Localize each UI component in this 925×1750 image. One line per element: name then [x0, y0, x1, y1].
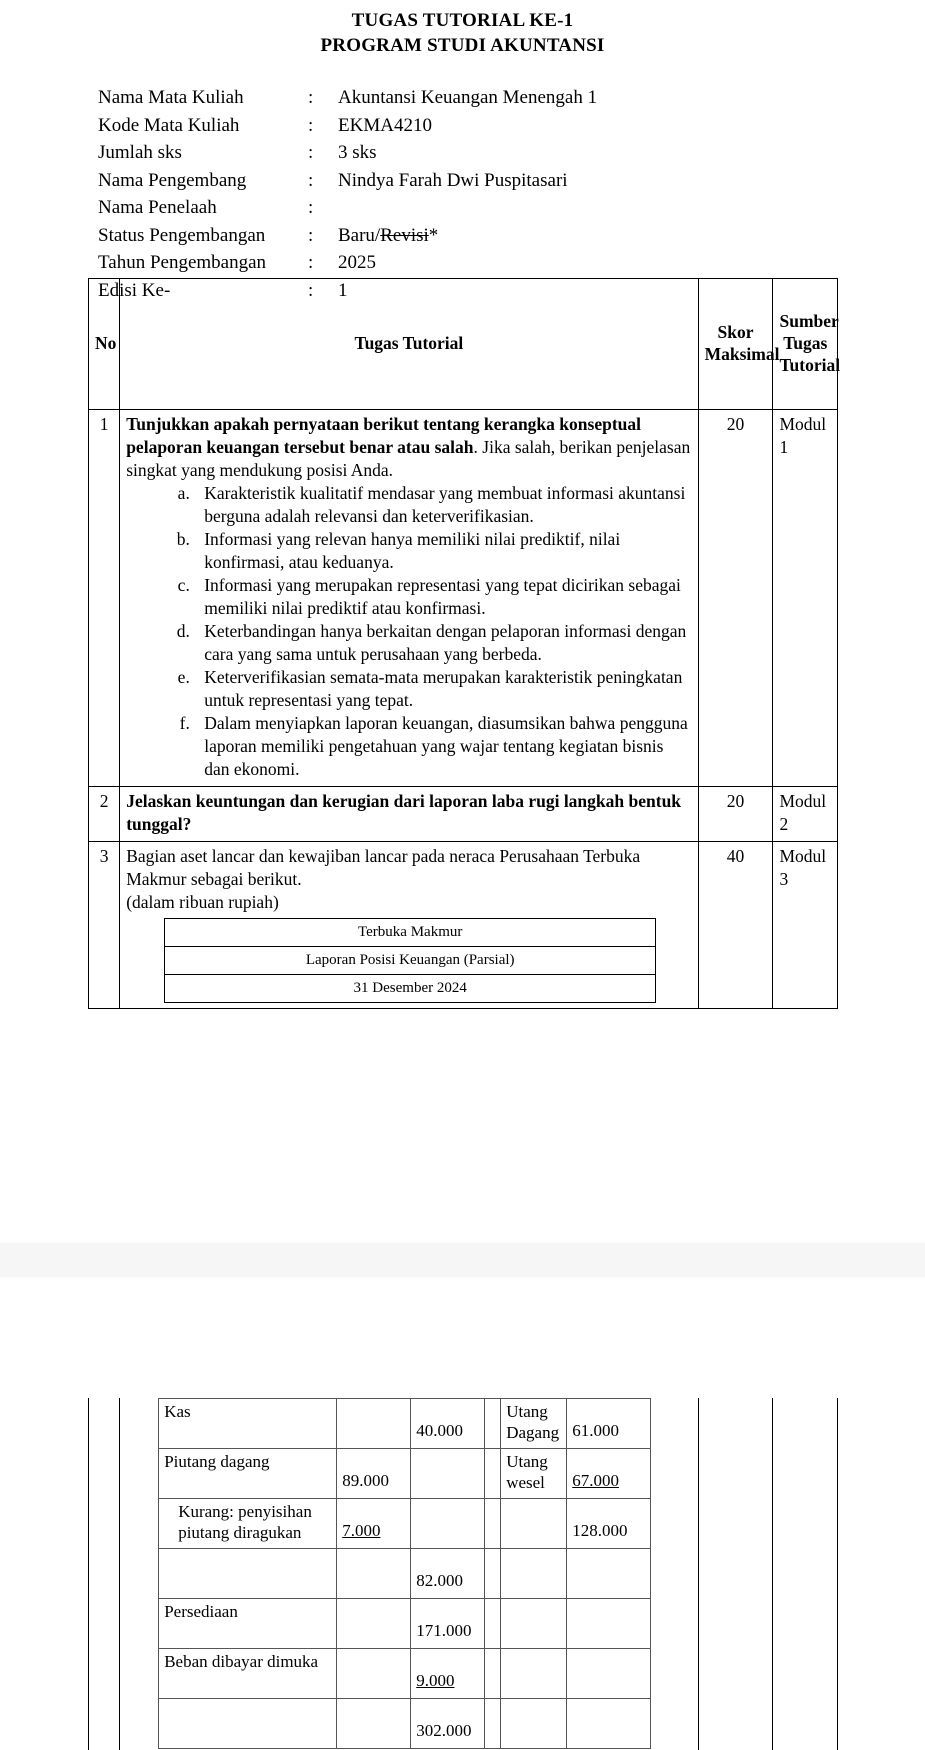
- row-number: 2: [89, 787, 120, 842]
- liability-amount: [567, 1399, 651, 1449]
- asset-name: Piutang dagang: [159, 1449, 337, 1499]
- liability-name: Utang Dagang: [501, 1399, 567, 1449]
- asset-name: [159, 1549, 337, 1599]
- liability-name: [501, 1599, 567, 1649]
- asset-amount-2: [411, 1549, 485, 1599]
- asset-amount-1: [337, 1699, 411, 1749]
- header-score: Skor Maksimal: [698, 279, 773, 410]
- asset-amount-1: [337, 1449, 411, 1499]
- table-row: [159, 1499, 651, 1549]
- statement-row: [165, 919, 656, 947]
- asset-name: [159, 1699, 337, 1749]
- task-note: (dalam ribuan rupiah): [126, 892, 279, 912]
- meta-label: Edisi Ke-: [98, 279, 171, 301]
- liability-amount: [567, 1599, 651, 1649]
- continued-table-wrapper: [88, 1398, 838, 1750]
- table-header-row: [89, 279, 838, 410]
- table-row: [159, 1649, 651, 1699]
- liability-name: Utang wesel: [501, 1449, 567, 1499]
- meta-row: [98, 222, 925, 250]
- course-metadata: [0, 84, 925, 304]
- meta-colon: :: [308, 114, 314, 136]
- gap-cell: [485, 1699, 501, 1749]
- liability-amount: [567, 1499, 651, 1549]
- amount-value: 89.000: [342, 1471, 389, 1490]
- row-score: 20: [698, 410, 773, 787]
- amount-value: 82.000: [416, 1571, 463, 1590]
- row-task-cell: [120, 1398, 698, 1750]
- task-sub-list: [126, 482, 691, 781]
- meta-value: 3 sks: [338, 142, 377, 163]
- header-task: Tugas Tutorial: [120, 279, 698, 410]
- gap-cell: [485, 1599, 501, 1649]
- table-row: [89, 410, 838, 787]
- amount-value: 7.000: [342, 1521, 381, 1540]
- meta-colon: :: [308, 87, 314, 108]
- meta-value: 1: [338, 279, 348, 301]
- liability-amount: [567, 1549, 651, 1599]
- status-prefix: Baru/: [338, 224, 381, 246]
- financial-position-table: [158, 1398, 651, 1749]
- task-paragraph: [126, 413, 691, 482]
- statement-date: 31 Desember 2024: [165, 975, 656, 1003]
- amount-value: 302.000: [416, 1721, 472, 1740]
- table-row: [159, 1399, 651, 1449]
- liability-amount: [567, 1649, 651, 1699]
- row-number: 3: [89, 842, 120, 1009]
- asset-amount-1: [337, 1399, 411, 1449]
- gap-cell: [485, 1649, 501, 1699]
- asset-amount-2: [411, 1599, 485, 1649]
- asset-amount-1: [337, 1649, 411, 1699]
- meta-label: Tahun Pengembangan: [98, 252, 267, 273]
- statement-report-name: Laporan Posisi Keuangan (Parsial): [165, 947, 656, 975]
- asset-name: Persediaan: [159, 1599, 337, 1649]
- asset-amount-1: [337, 1599, 411, 1649]
- header-no: No: [89, 279, 120, 410]
- task-paragraph: Bagian aset lancar dan kewajiban lancar pada neraca Perusahaan Terbuka Makmur sebagai berikut.: [126, 846, 641, 889]
- table-row: [159, 1449, 651, 1499]
- liability-name: [501, 1649, 567, 1699]
- meta-label: Nama Mata Kuliah: [98, 87, 244, 108]
- task-rest-text: . Jika salah, berikan penjelasan singkat yang mendukung posisi Anda.: [126, 437, 691, 480]
- assignment-table: [88, 278, 841, 1009]
- meta-row: [98, 249, 925, 277]
- meta-label: Status Pengembangan: [98, 224, 266, 246]
- amount-value: 9.000: [416, 1671, 455, 1690]
- meta-value: 2025: [338, 252, 376, 273]
- asset-name: Beban dibayar dimuka: [159, 1649, 337, 1699]
- header-source: Sumber Tugas Tutorial: [773, 279, 838, 410]
- meta-label: Jumlah sks: [98, 142, 182, 163]
- status-struck: Revisi: [380, 224, 429, 246]
- table-row: [159, 1699, 651, 1749]
- row-task-cell: [120, 842, 698, 1009]
- title-line-2: PROGRAM STUDI AKUNTANSI: [320, 35, 605, 56]
- asset-amount-1: [337, 1549, 411, 1599]
- page-title: [0, 0, 925, 58]
- meta-label: Nama Penelaah: [98, 197, 217, 218]
- asset-amount-2: [411, 1399, 485, 1449]
- meta-value-status: [338, 222, 925, 250]
- row-number-cell: [89, 1398, 120, 1750]
- gap-cell: [485, 1549, 501, 1599]
- amount-value: 67.000: [572, 1471, 619, 1490]
- row-score: 40: [698, 842, 773, 1009]
- row-score-cell: [698, 1398, 773, 1750]
- asset-name: Kas: [159, 1399, 337, 1449]
- statement-company: Terbuka Makmur: [165, 919, 656, 947]
- meta-colon: :: [308, 197, 314, 218]
- meta-label: Nama Pengembang: [98, 169, 247, 191]
- list-item: d. Keterbandingan hanya berkaitan dengan pelaporan informasi dengan cara yang sama untuk perusahaan yang berbeda.: [194, 620, 691, 666]
- list-item: e. Keterverifikasian semata-mata merupakan karakteristik peningkatan untuk representasi yang tepat.: [194, 666, 691, 712]
- asset-amount-2: [411, 1649, 485, 1699]
- statement-header-table: [164, 918, 656, 1003]
- meta-colon: :: [308, 224, 314, 246]
- task-bold-text: Jelaskan keuntungan dan kerugian dari laporan laba rugi langkah bentuk tunggal?: [126, 791, 682, 834]
- meta-colon: :: [308, 252, 314, 273]
- meta-colon: :: [308, 169, 314, 191]
- row-task-cell: [120, 410, 698, 787]
- meta-value: Nindya Farah Dwi Puspitasari: [338, 169, 568, 191]
- list-item: a. Karakteristik kualitatif mendasar yang membuat informasi akuntansi berguna adalah relevansi dan keterverifikasian.: [194, 482, 691, 528]
- liability-name: [501, 1699, 567, 1749]
- meta-colon: :: [308, 142, 314, 163]
- gap-cell: [485, 1399, 501, 1449]
- amount-value: 40.000: [416, 1421, 463, 1440]
- meta-row: [98, 112, 925, 140]
- gap-cell: [485, 1499, 501, 1549]
- row-source-cell: [773, 1398, 838, 1750]
- row-score: 20: [698, 787, 773, 842]
- meta-value: [338, 194, 925, 222]
- asset-amount-2: [411, 1449, 485, 1499]
- asset-name: [159, 1499, 337, 1549]
- amount-value: 61.000: [572, 1421, 619, 1440]
- row-source: Modul 3: [773, 842, 838, 1009]
- statement-row: [165, 975, 656, 1003]
- liability-amount: [567, 1699, 651, 1749]
- task-bold-text: Tunjukkan apakah pernyataan berikut tentang kerangka konseptual pelaporan keuangan tersebut benar atau salah: [126, 414, 641, 457]
- meta-row: [98, 139, 925, 167]
- list-item: b. Informasi yang relevan hanya memiliki nilai prediktif, nilai konfirmasi, atau keduanya.: [194, 528, 691, 574]
- table-row: [89, 1398, 838, 1750]
- title-line-1: TUGAS TUTORIAL KE-1: [351, 10, 574, 31]
- amount-value: 128.000: [572, 1521, 628, 1540]
- liability-name: [501, 1499, 567, 1549]
- asset-amount-2: [411, 1699, 485, 1749]
- table-row: [89, 842, 838, 1009]
- row-task-cell: [120, 787, 698, 842]
- meta-value: Akuntansi Keuangan Menengah 1: [338, 87, 598, 108]
- meta-row: [98, 84, 925, 112]
- row-source: Modul 1: [773, 410, 838, 787]
- table-row: [89, 787, 838, 842]
- table-row: [159, 1549, 651, 1599]
- meta-row: [98, 194, 925, 222]
- gap-cell: [485, 1449, 501, 1499]
- row-source: Modul 2: [773, 787, 838, 842]
- status-suffix: *: [428, 224, 439, 246]
- asset-name-text: Kurang: penyisihan piutang diragukan: [178, 1502, 312, 1542]
- meta-value: EKMA4210: [338, 114, 432, 136]
- assignment-table-continued: [88, 1398, 838, 1750]
- liability-name: [501, 1549, 567, 1599]
- asset-amount-2: [411, 1499, 485, 1549]
- list-item: f. Dalam menyiapkan laporan keuangan, diasumsikan bahwa pengguna laporan memiliki pengetahuan yang wajar tentang kegiatan bisnis dan ekonomi.: [194, 712, 691, 781]
- page-break-separator: [0, 1242, 925, 1278]
- list-item: c. Informasi yang merupakan representasi yang tepat dicirikan sebagai memiliki nilai prediktif atau konfirmasi.: [194, 574, 691, 620]
- liability-amount: [567, 1449, 651, 1499]
- meta-label: Kode Mata Kuliah: [98, 114, 240, 136]
- table-row: [159, 1599, 651, 1649]
- asset-amount-1: [337, 1499, 411, 1549]
- row-number: 1: [89, 410, 120, 787]
- amount-value: 171.000: [416, 1621, 472, 1640]
- meta-colon: :: [308, 279, 314, 301]
- statement-row: [165, 947, 656, 975]
- meta-row: [98, 167, 925, 195]
